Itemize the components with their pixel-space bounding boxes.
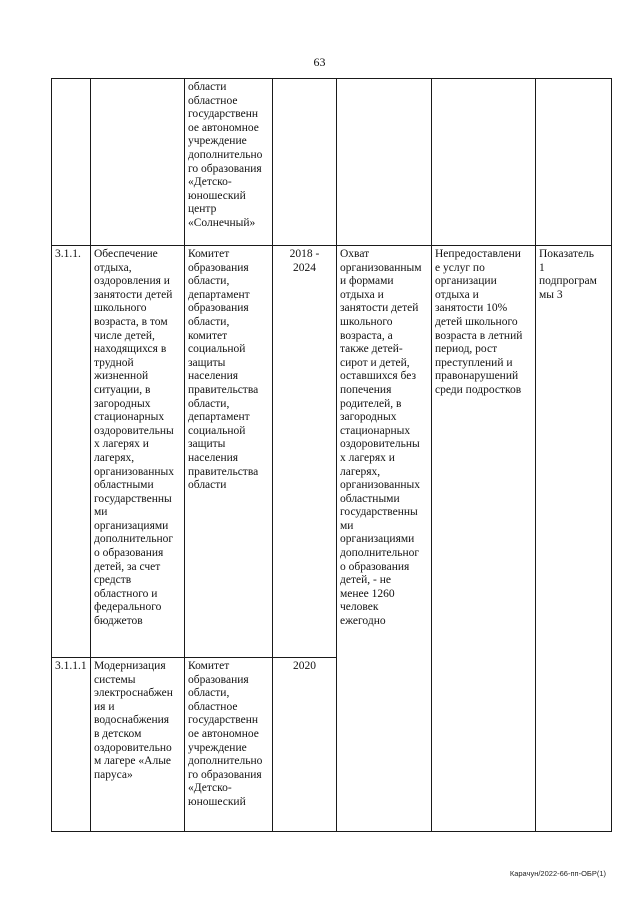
executor-cell: области областное государственн ое автономное учреждение дополнительно го образования «Детско- юношеский центр «Солнечный» [185,79,273,246]
row-number-cell: 3.1.1.1 [52,658,91,832]
table-row [52,246,612,658]
row-number-cell [52,79,91,246]
executor-cell: Комитет образования области, областное государственн ое автономное учреждение дополнительно го образования «Детско- юношеский [185,658,273,832]
table-row [52,79,612,246]
years-cell [273,79,337,246]
page-number: 63 [313,55,326,69]
result-cell [337,79,432,246]
activities-table [51,78,612,832]
executor-cell: Комитет образования области, департамент образования области, комитет социальной защиты населения правительства области, департамент социальной защиты населения правительства области [185,246,273,658]
years-cell: 2020 [273,658,337,832]
activity-cell: Обеспечение отдыха, оздоровления и занятости детей школьного возраста, в том числе детей, находящихся в трудной жизненной ситуации, в загородных стационарных оздоровительны х лагерях и лагерях, организованных областными государственны ми организациями дополнительног о образования детей, за счет средств областного и федерального бюджетов [91,246,185,658]
indicator-link-cell [536,79,612,246]
consequence-cell: Непредоставлени е услуг по организации отдыха и занятости 10% детей школьного возраста в летний период, рост преступлений и правонарушений среди подростков [432,246,536,832]
activity-cell: Модернизация системы электроснабжен ия и водоснабжения в детском оздоровительно м лагере «Алые паруса» [91,658,185,832]
indicator-link-cell: Показатель 1 подпрограм мы 3 [536,246,612,832]
row-number-cell: 3.1.1. [52,246,91,658]
document-code: Карачун/2022-66-пп-ОБР(1) [509,869,606,878]
consequence-cell [432,79,536,246]
years-cell: 2018 - 2024 [273,246,337,658]
result-cell: Охват организованным и формами отдыха и занятости детей школьного возраста, а также детей- сирот и детей, оставшихся без попечения родителей, в загородных стационарных оздоровительны х лагерях и лагерях, организованных областными государственны ми организациями дополнительног о образования детей, - не менее 1260 человек ежегодно [337,246,432,832]
activity-cell [91,79,185,246]
